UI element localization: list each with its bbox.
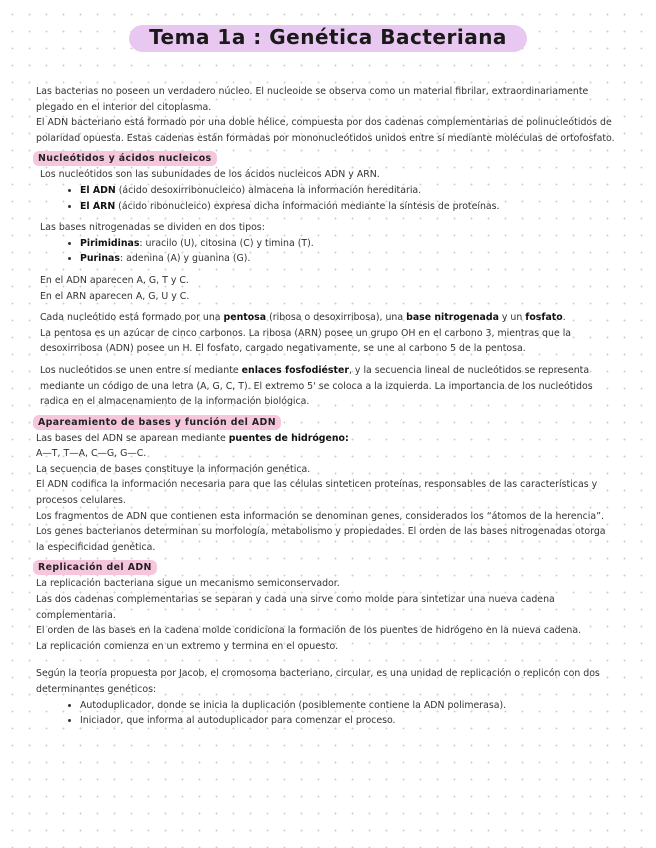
apareamiento-line: A—T, T—A, C—G, G—C. <box>36 448 147 460</box>
fosfodiester-paragraph: Los nucleótidos se unen entre sí mediante enlaces fosfodiéster, y la secuencia lineal de nucleótidos se representa mediante un código de una letra (A, G, C, T). El extremo 5' se coloca a la izquierda. La importancia de los nucleótidos radica en el almacenamiento de la información biológica. <box>40 364 593 408</box>
section-heading-apareamiento: Apareamiento de bases y función del ADN <box>33 415 281 430</box>
list-item: • Pirimidinas: uracilo (U), citosina (C) y timina (T). <box>80 236 616 252</box>
replicacion-line: Las dos cadenas complementarias se separan y cada una sirve como molde para sintetizar una nueva cadena complementaria. <box>36 594 555 621</box>
puentes-paragraph: Las bases del ADN se aparean mediante puentes de hidrógeno: <box>36 432 349 444</box>
apareamiento-line: Los genes bacterianos determinan su morfología, metabolismo y propiedades. El orden de las bases nitrogenadas otorga la especificidad genética. <box>36 526 606 553</box>
determinantes-list <box>36 698 616 729</box>
replicacion-line: El orden de las bases en la cadena molde condiciona la formación de los puentes de hidrógeno en la nueva cadena. <box>36 625 582 637</box>
notes-content <box>36 84 616 729</box>
page-title: Tema 1a : Genética Bacteriana <box>133 22 523 52</box>
title-area <box>0 22 656 52</box>
jacob-paragraph: Según la teoría propuesta por Jacob, el cromosoma bacteriano, circular, es una unidad de replicación o replicón con dos determinantes genéticos: <box>36 668 600 695</box>
apareamiento-line: Los fragmentos de ADN que contienen esta información se denominan genes, considerados los “átomos de la herencia”. <box>36 510 604 522</box>
list-item: • Iniciador, que informa al autoduplicador para comenzar el proceso. <box>80 713 616 729</box>
section-heading-replicacion: Replicación del ADN <box>33 560 157 575</box>
adn-bases-line: En el ADN aparecen A, G, T y C. <box>40 274 189 286</box>
intro-paragraph-2: El ADN bacteriano está formado por una doble hélice, compuesta por dos cadenas complementarias de polinucleótidos de polaridad opuesta. Estas cadenas están formadas por mononucleótidos unidos entre sí mediante moléculas de ortofosfato. <box>36 117 615 144</box>
intro-paragraph-1: Las bacterias no poseen un verdadero núcleo. El nucleoide se observa como un material fibrilar, extraordinariamente plegado en el interior del citoplasma. <box>36 86 589 113</box>
bases-list <box>36 236 616 267</box>
nucleotidos-paragraph: Los nucleótidos son las subunidades de los ácidos nucleicos ADN y ARN. <box>40 169 380 181</box>
replicacion-line: La replicación comienza en un extremo y termina en el opuesto. <box>36 640 339 652</box>
apareamiento-line: La secuencia de bases constituye la información genética. <box>36 463 311 475</box>
list-item: • Autoduplicador, donde se inicia la duplicación (posiblemente contiene la ADN polimerasa). <box>80 698 616 714</box>
list-item: • Purinas: adenina (A) y guanina (G). <box>80 251 616 267</box>
section-heading-nucleotidos: Nucleótidos y ácidos nucleicos <box>33 151 217 166</box>
list-item: • El ARN (ácido ribonucleico) expresa dicha información mediante la síntesis de proteínas. <box>80 199 616 215</box>
adn-arn-list <box>36 183 616 214</box>
arn-bases-line: En el ARN aparecen A, G, U y C. <box>40 290 190 302</box>
nucleotido-composition: Cada nucleótido está formado por una pentosa (ribosa o desoxirribosa), una base nitrogenada y un fosfato. <box>40 312 566 324</box>
bases-intro: Las bases nitrogenadas se dividen en dos tipos: <box>40 222 265 234</box>
pentosa-paragraph: La pentosa es un azúcar de cinco carbonos. La ribosa (ARN) posee un grupo OH en el carbono 3, mientras que la desoxirribosa (ADN) posee un H. El fosfato, cargado negativamente, se une al carbono 5 de la pentosa. <box>40 327 572 355</box>
replicacion-line: La replicación bacteriana sigue un mecanismo semiconservador. <box>36 578 340 590</box>
apareamiento-line: El ADN codifica la información necesaria para que las células sinteticen proteínas, responsables de las características y procesos celulares. <box>36 479 598 507</box>
list-item: • El ADN (ácido desoxirribonucleico) almacena la información hereditaria. <box>80 183 616 199</box>
